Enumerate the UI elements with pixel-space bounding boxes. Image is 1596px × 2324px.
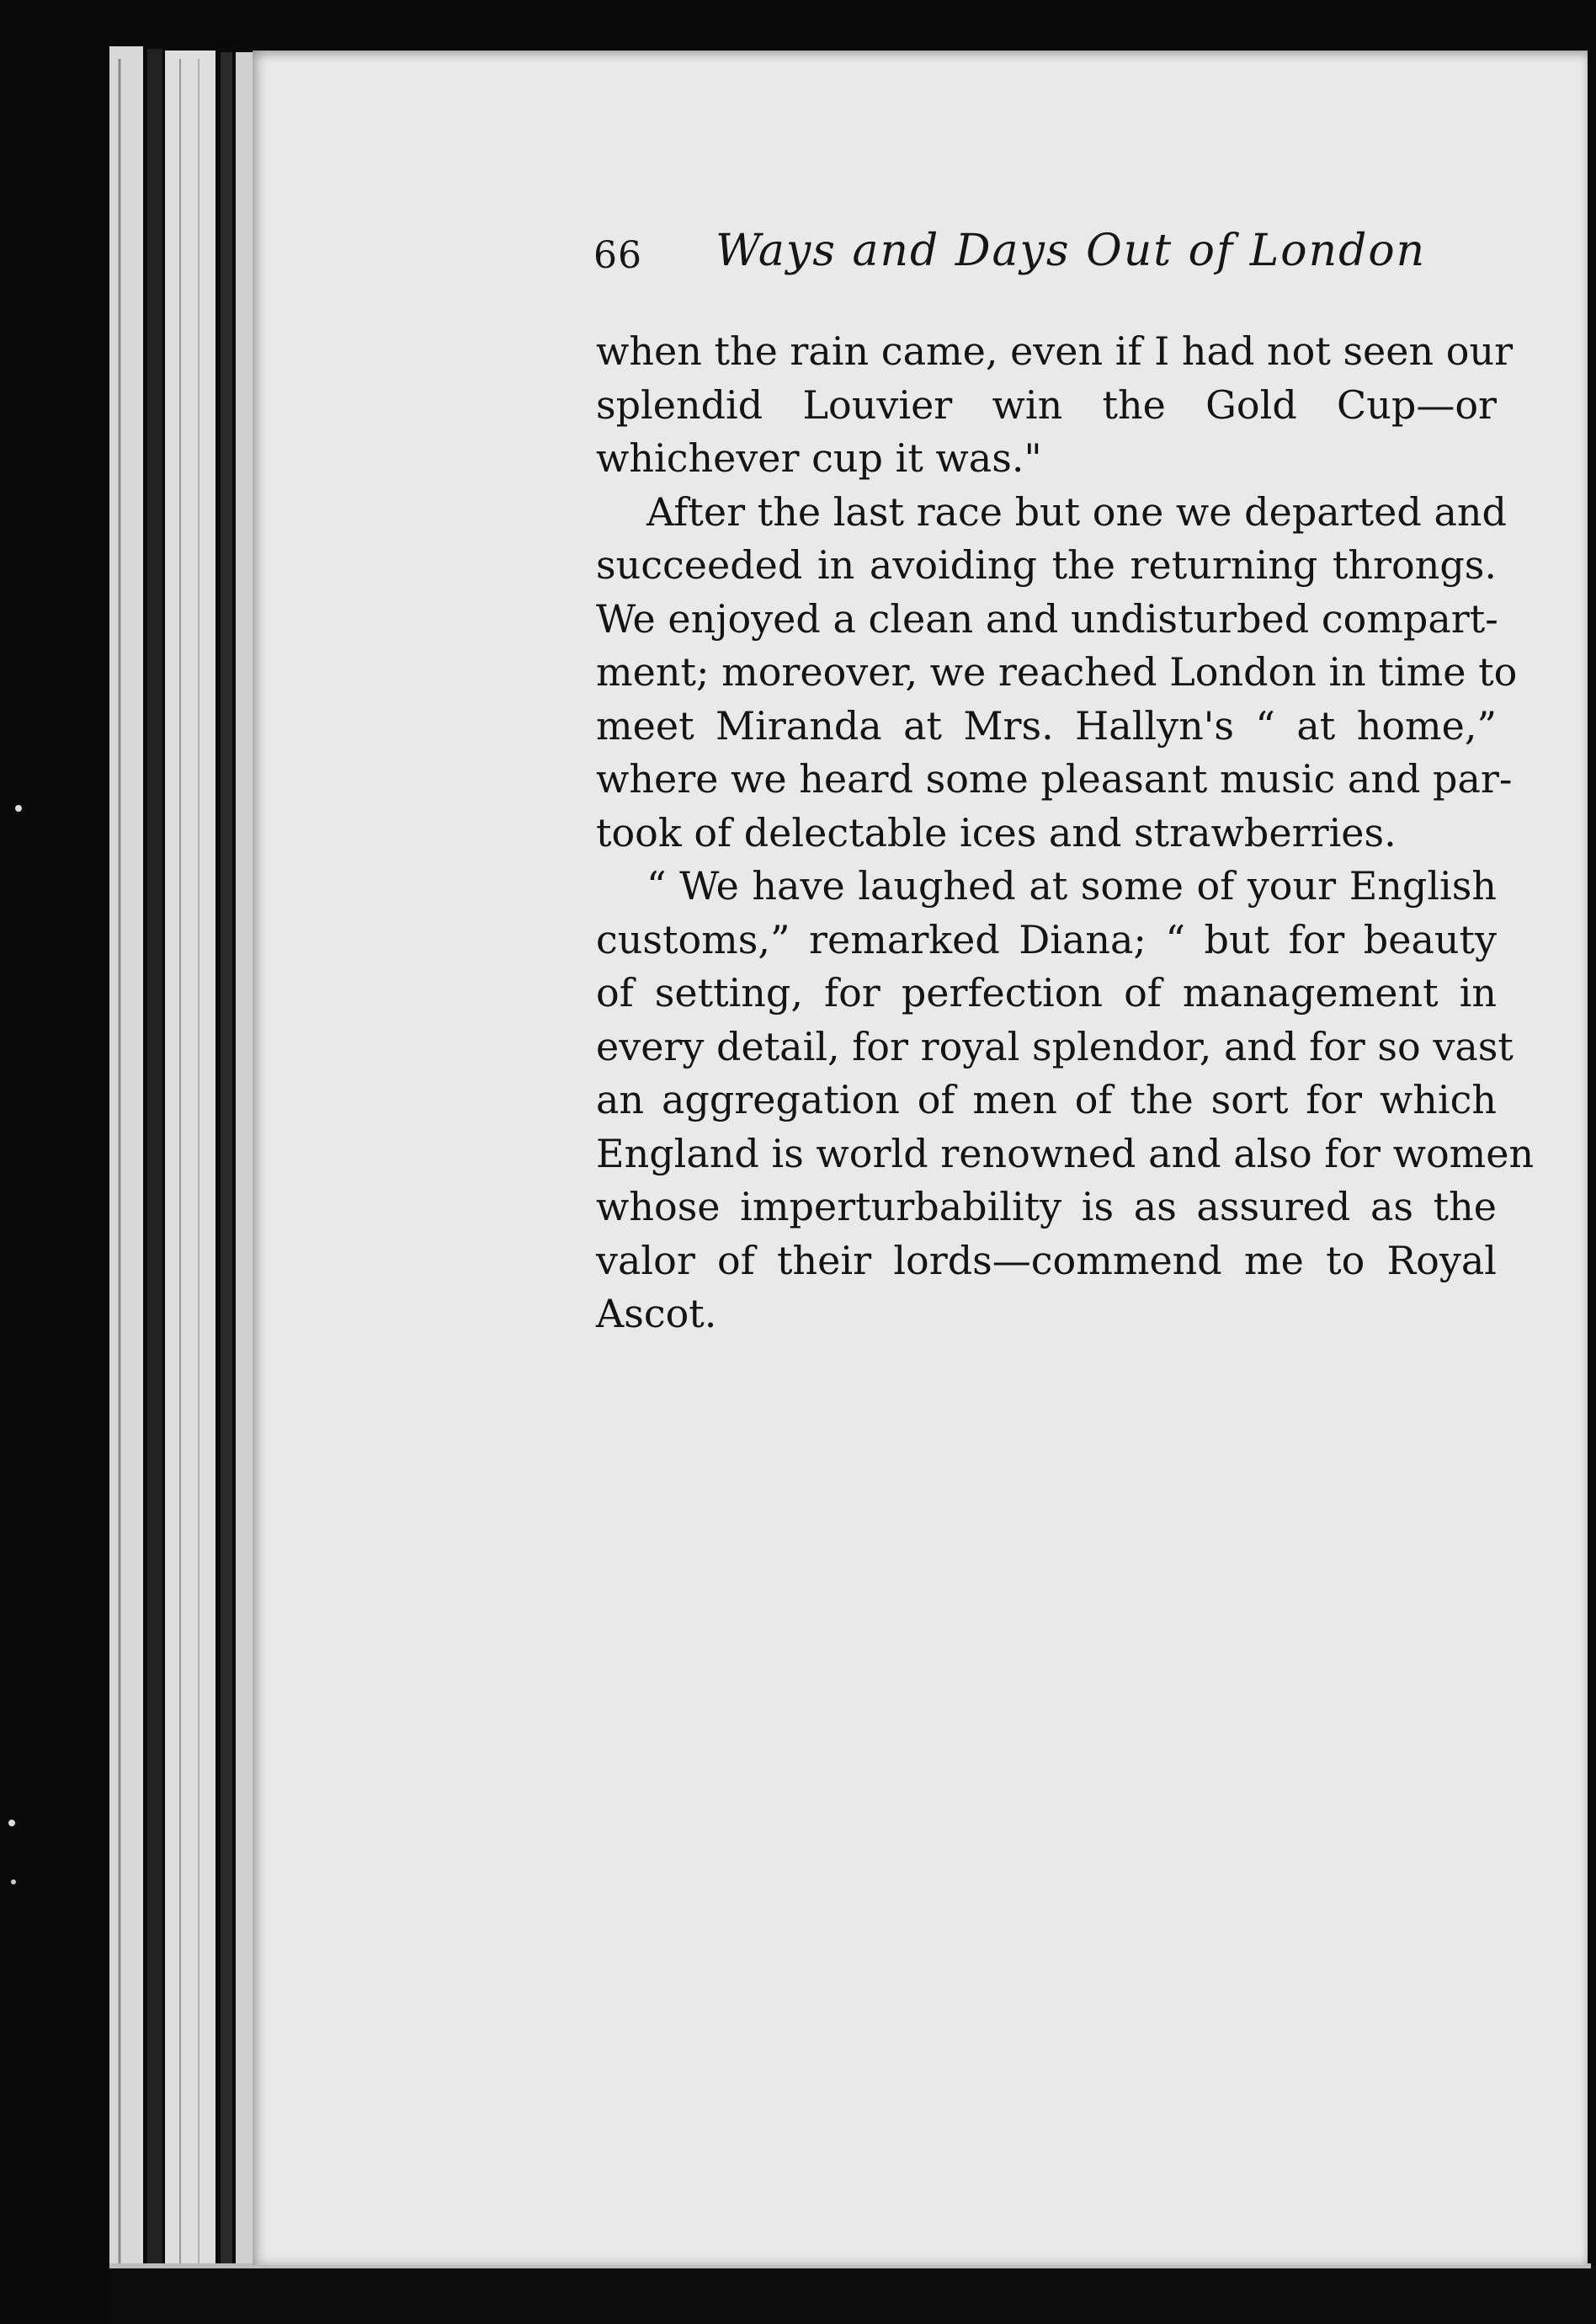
text-line: customs,” remarked Diana; “ but for beauty [596, 916, 1497, 962]
running-title: Ways and Days Out of London [716, 226, 1427, 276]
text-line: of setting, for perfection of management in [596, 970, 1497, 1015]
running-header [593, 226, 1494, 293]
text-line: when the rain came, even if I had not seen our [596, 328, 1514, 374]
paragraph [596, 860, 1535, 1341]
body-text [596, 325, 1535, 1341]
text-line: England is world renowned and also for women [596, 1130, 1535, 1176]
text-line: splendid Louvier win the Gold Cup—or [596, 381, 1497, 428]
text-line: valor of their lords—commend me to Royal [596, 1237, 1497, 1283]
text-line: ment; moreover, we reached London in time to [596, 649, 1518, 695]
page-number: 66 [593, 234, 642, 277]
text-line: an aggregation of men of the sort for which [596, 1077, 1497, 1122]
text-line: After the last race but one we departed and [646, 488, 1507, 535]
text-line: meet Miranda at Mrs. Hallyn's “ at home,” [596, 702, 1497, 749]
text-line: whose imperturbability is as assured as the [596, 1184, 1497, 1229]
text-line: where we heard some pleasant music and par- [596, 756, 1513, 802]
paragraph [596, 325, 1514, 486]
text-line: succeeded in avoiding the returning throngs. [596, 542, 1497, 588]
text-line: whichever cup it was." [596, 435, 1042, 481]
text-line: Ascot. [596, 1291, 717, 1336]
text-line: “ We have laughed at some of your English [646, 863, 1497, 909]
text-line: every detail, for royal splendor, and for so vast [596, 1023, 1514, 1069]
text-line: took of delectable ices and strawberries. [596, 809, 1396, 856]
paragraph [596, 486, 1518, 861]
text-line: We enjoyed a clean and undisturbed compart- [596, 595, 1498, 642]
